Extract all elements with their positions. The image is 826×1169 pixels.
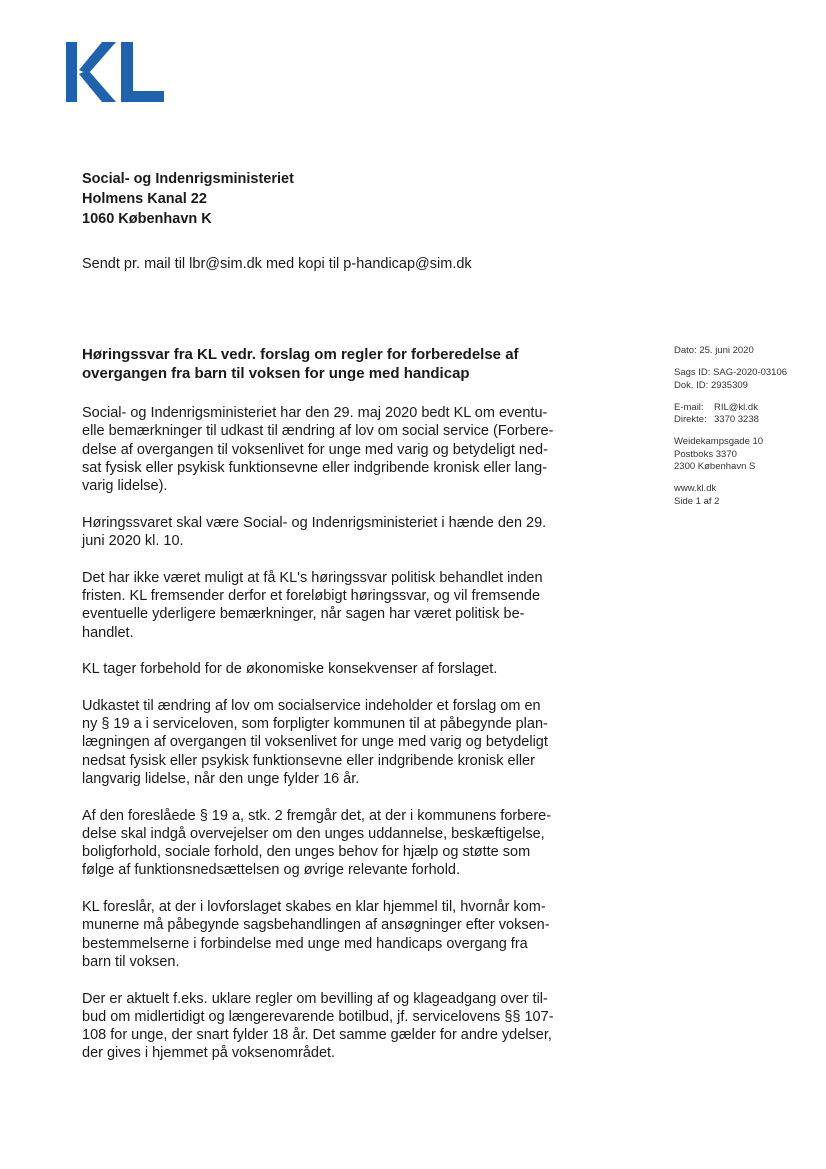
body-paragraph-line: fristen. KL fremsender derfor et foreløbigt høringssvar, og vil fremsende [82,587,541,604]
letter-subject [82,345,552,383]
body-paragraph-line: sat fysisk eller psykisk funktionsevne eller indgribende kronisk eller lang- [82,459,548,476]
recipient-city: 1060 København K [82,211,212,227]
body-paragraph [82,404,552,495]
body-paragraph-line: munerne må påbegynde sagsbehandlingen af ansøgninger efter voksen- [82,917,550,934]
body-paragraph-line: delse af overgangen til voksenlivet for unge med varig og betydeligt ned- [82,441,548,458]
email-value: RIL@kl.dk [714,401,758,413]
body-paragraph [82,807,552,880]
sidebar-metadata [674,345,787,518]
letter-body [82,404,552,1081]
body-paragraph-line: juni 2020 kl. 10. [82,533,184,550]
body-paragraph-line: Det har ikke været muligt at få KL's høringssvar politisk behandlet inden [82,569,543,586]
recipient-street: Holmens Kanal 22 [82,191,207,207]
body-paragraph-line: Social- og Indenrigsministeriet har den 29. maj 2020 bedt KL om eventu- [82,405,548,421]
body-paragraph-line: KL foreslår, at der i lovforslaget skabes en klar hjemmel til, hvornår kom- [82,899,546,916]
recipient-name: Social- og Indenrigsministeriet [82,171,294,187]
body-paragraph-line: 108 for unge, der snart fylder 18 år. Det samme gælder for andre ydelser, [82,1027,552,1044]
date-text: Dato: 25. juni 2020 [674,345,754,356]
body-paragraph [82,697,552,788]
office-city: 2300 København S [674,461,756,473]
logo-l [121,42,164,102]
body-paragraph-line: nedsat fysisk eller psykisk funktionsevne eller indgribende kronisk eller [82,752,535,769]
body-paragraph-line: barn til voksen. [82,953,180,970]
body-paragraph-line: Høringssvaret skal være Social- og Indenrigsministeriet i hænde den 29. [82,514,547,531]
doc-id-text: Dok. ID: 2935309 [674,379,748,391]
direct-phone-value: 3370 3238 [714,414,759,426]
body-paragraph-line: handlet. [82,624,134,641]
subject-line-2: overgangen fra barn til voksen for unge med handicap [82,365,470,382]
body-paragraph [82,569,552,642]
body-paragraph [82,660,552,678]
body-paragraph [82,990,552,1063]
body-paragraph-line: der gives i hjemmet på voksenområdet. [82,1045,336,1062]
body-paragraph-line: delse skal indgå overvejelser om den unges uddannelse, beskæftigelse, [82,825,545,842]
logo-k-stem [66,42,77,102]
body-paragraph-line: bestemmelserne i forbindelse med unge med handicaps overgang fra [82,935,528,952]
page-number: Side 1 af 2 [674,495,720,507]
body-paragraph-line: ny § 19 a i serviceloven, som forpligter kommunen til at påbegynde plan- [82,716,548,733]
body-paragraph-line: Der er aktuelt f.eks. uklare regler om bevilling af og klageadgang over til- [82,990,548,1007]
email-label: E-mail: [674,401,704,413]
case-id-text: Sags ID: SAG-2020-03106 [674,367,788,379]
subject-line-1: Høringssvar fra KL vedr. forslag om regler for forberedelse af [82,346,519,363]
email-row [674,402,787,414]
body-paragraph-line: bud om midlertidigt og længerevarende botilbud, jf. servicelovens §§ 107- [82,1008,554,1025]
logo-k-upper-arm [79,42,116,74]
body-paragraph-line: Af den foreslåede § 19 a, stk. 2 fremgår det, at der i kommunens forbere- [82,807,552,824]
body-paragraph-line: boligforhold, sociale forhold, den unges behov for hjælp og støtte som [82,844,531,861]
kl-logo [66,42,164,102]
body-paragraph-line: langvarig lidelse, når den unge fylder 16 år. [82,770,360,787]
body-paragraph-line: elle bemærkninger til udkast til ændring af lov om social service (Forbere- [82,423,554,440]
sent-by-mail-line: Sendt pr. mail til lbr@sim.dk med kopi til p-handicap@sim.dk [82,256,472,272]
body-paragraph [82,514,552,551]
body-paragraph-line: lægningen af overgangen til voksenlivet for unge med varig og betydeligt [82,734,548,751]
office-street: Weidekampsgade 10 [674,436,764,448]
body-paragraph-line: følge af funktionsnedsættelsen og øvrige relevante forhold. [82,862,461,879]
direct-phone-label: Direkte: [674,414,707,426]
recipient-address [82,169,294,229]
body-paragraph-line: KL tager forbehold for de økonomiske konsekvenser af forslaget. [82,661,498,678]
website-text: www.kl.dk [674,483,717,495]
body-paragraph [82,898,552,971]
direct-phone-row [674,414,787,426]
logo-k-lower-arm [79,70,116,102]
body-paragraph-line: varig lidelse). [82,478,168,495]
office-pobox: Postboks 3370 [674,448,737,460]
body-paragraph-line: eventuelle yderligere bemærkninger, når sagen har været politisk be- [82,606,525,623]
body-paragraph-line: Udkastet til ændring af lov om socialservice indeholder et forslag om en [82,697,541,714]
